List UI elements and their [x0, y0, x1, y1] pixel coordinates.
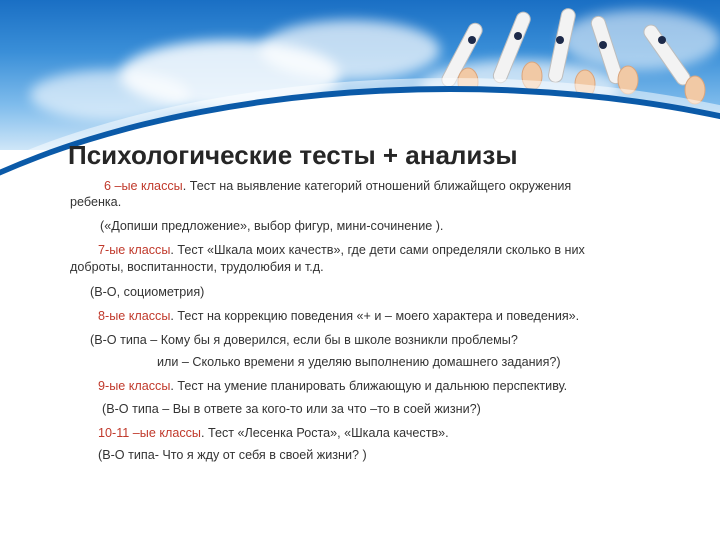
paragraph-grade-9: 9-ые классы. Тест на умение планировать ближающую и дальнюю перспективу.	[98, 379, 568, 393]
paragraph-line: доброты, воспитанности, трудолюбия и т.д.	[70, 260, 324, 274]
grade-label: 9-ые классы	[98, 379, 171, 393]
paragraph-grade-10-11: 10-11 –ые классы. Тест «Лесенка Роста», «Шкала качеств».	[98, 426, 449, 440]
grade-label: 6 –ые классы	[104, 179, 183, 193]
paragraph-line: (В-О, социометрия)	[90, 285, 205, 299]
grade-label: 10-11 –ые классы	[98, 426, 201, 440]
paragraph-line: (В-О типа- Что я жду от себя в своей жизни? )	[98, 448, 367, 462]
paragraph-line: («Допиши предложение», выбор фигур, мини-сочинение ).	[100, 219, 444, 233]
paragraph-grade-6: 6 –ые классы. Тест на выявление категорий отношений ближайщего окружения	[104, 179, 572, 193]
paragraph-line: (В-О типа – Вы в ответе за кого-то или за что –то в соей жизни?)	[102, 402, 481, 416]
paragraph-grade-7: 7-ые классы. Тест «Шкала моих качеств», где дети сами определяли сколько в них	[98, 243, 585, 257]
grade-label: 7-ые классы	[98, 243, 171, 257]
paragraph-grade-8: 8-ые классы. Тест на коррекцию поведения «+ и – моего характера и поведения».	[98, 309, 580, 323]
paragraph-line: или – Сколько времени я уделяю выполнению домашнего задания?)	[157, 355, 561, 369]
grade-label: 8-ые классы	[98, 309, 171, 323]
slide-title: Психологические тесты + анализы	[68, 140, 518, 170]
paragraph-line: ребенка.	[70, 195, 122, 209]
paragraph-line: (В-О типа – Кому бы я доверился, если бы в школе возникли проблемы?	[90, 333, 518, 347]
